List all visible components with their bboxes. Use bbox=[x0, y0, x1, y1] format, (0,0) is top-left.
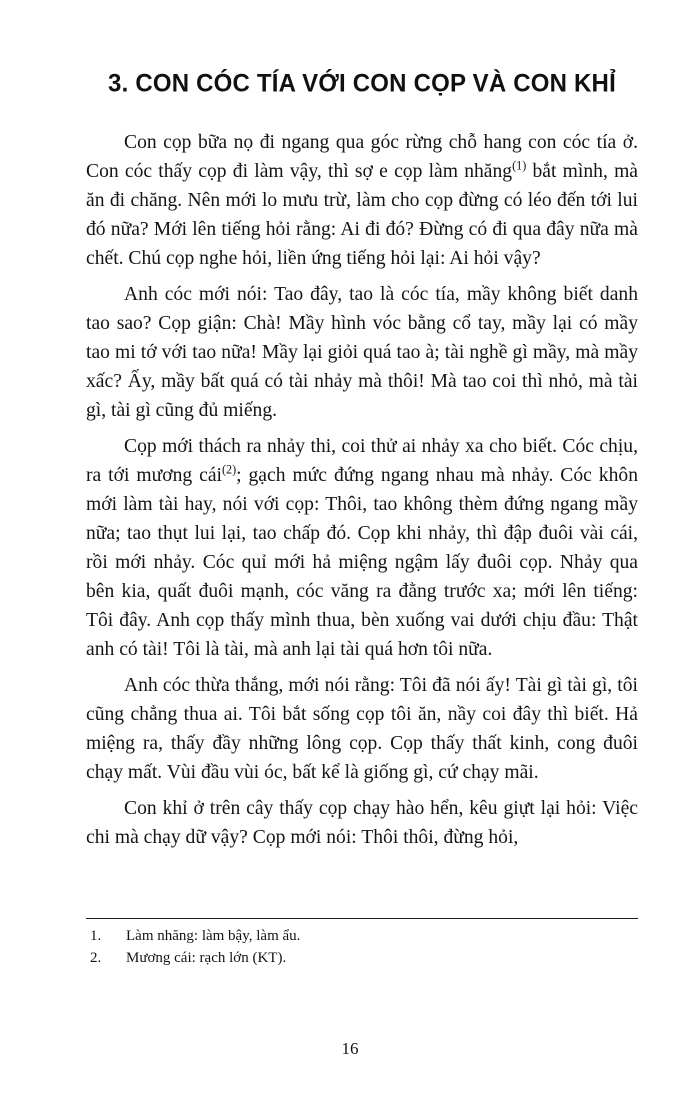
footnote-number: 2. bbox=[90, 950, 102, 966]
paragraph bbox=[86, 128, 638, 273]
text-segment: Anh cóc thừa thắng, mới nói rằng: Tôi đã nói ấy! Tài gì tài gì, tôi cũng chẳng thua ai. Tôi bắt sống cọp tôi ăn, nầy coi đây thì biết. Hả miệng ra, thấy đầy những lông cọp. Cọp thấy thất kinh, cong đuôi chạy mất. Vùi đầu vùi óc, bất kể là giống gì, cứ chạy mãi. bbox=[86, 675, 638, 783]
text-segment: Con khỉ ở trên cây thấy cọp chạy hào hển, kêu giựt lại hỏi: Việc chi mà chạy dữ vậy? Cọp mới nói: Thôi thôi, đừng hỏi, bbox=[86, 798, 638, 848]
footnote-item bbox=[90, 948, 638, 968]
text-segment: ; gạch mức đứng ngang nhau mà nhảy. Cóc khôn mới làm tài hay, nói với cọp: Thôi, tao không thèm đứng ngang mầy nữa; tao thụt lui lại, tao chấp đó. Cọp khi nhảy, thì đập đuôi vài cái, rồi mới nhảy. Cóc quỉ mới hả miệng ngậm lấy đuôi cọp. Nhảy qua bên kia, quất đuôi mạnh, cóc văng ra đằng trước xa; mới lên tiếng: Tôi đây. Anh cọp thấy mình thua, bèn xuống vai dưới chịu đầu: Thật anh có tài! Tôi là tài, mà anh lại tài quá hơn tôi nữa. bbox=[86, 465, 638, 660]
text-segment: Anh cóc mới nói: Tao đây, tao là cóc tía, mầy không biết danh tao sao? Cọp giận: Chà! Mầy hình vóc bằng cổ tay, mầy lại có mầy tao mi tớ với tao nữa! Mầy lại giỏi quá tao à; tài nghề gì mầy, mà mầy xấc? Ấy, mầy bất quá có tài nhảy mà thôi! Mà tao coi thì nhỏ, mà tài gì, tài gì cũng đủ miếng. bbox=[86, 284, 638, 421]
footnote-list bbox=[86, 926, 638, 968]
paragraph bbox=[86, 794, 638, 852]
page-number: 16 bbox=[341, 1039, 359, 1058]
paragraph bbox=[86, 671, 638, 787]
paragraph bbox=[86, 432, 638, 664]
footnotes-section bbox=[86, 918, 638, 968]
footnote-marker: (2) bbox=[221, 462, 237, 477]
footnote-number: 1. bbox=[90, 928, 102, 944]
text-segment: Con cọp bữa nọ đi ngang qua góc rừng chỗ hang con cóc tía ở. Con cóc thấy cọp đi làm vậy, thì sợ e cọp làm nhăng bbox=[86, 132, 638, 182]
paragraph bbox=[86, 280, 638, 425]
footnote-item bbox=[90, 926, 638, 946]
footnote-text: Mương cái: rạch lớn (KT). bbox=[126, 950, 287, 966]
footnote-text: Làm nhăng: làm bậy, làm ẩu. bbox=[126, 928, 301, 944]
footnote-marker: (1) bbox=[512, 158, 527, 173]
text-segment: Cọp mới thách ra nhảy thi, coi thử ai nhảy xa cho biết. Cóc chịu, ra tới mương cái bbox=[86, 436, 638, 486]
body-text bbox=[86, 128, 638, 916]
text-segment: bắt mình, mà ăn đi chăng. Nên mới lo mưu trừ, làm cho cọp đừng có léo đến tới lui đó nữa? Mới lên tiếng hỏi rằng: Ai đi đó? Đừng có đi qua đây nữa mà chết. Chú cọp nghe hỏi, liền ứng tiếng hỏi lại: Ai hỏi vậy? bbox=[86, 161, 638, 269]
chapter-title: 3. CON CÓC TÍA VỚI CON CỌP VÀ CON KHỈ bbox=[108, 69, 616, 98]
